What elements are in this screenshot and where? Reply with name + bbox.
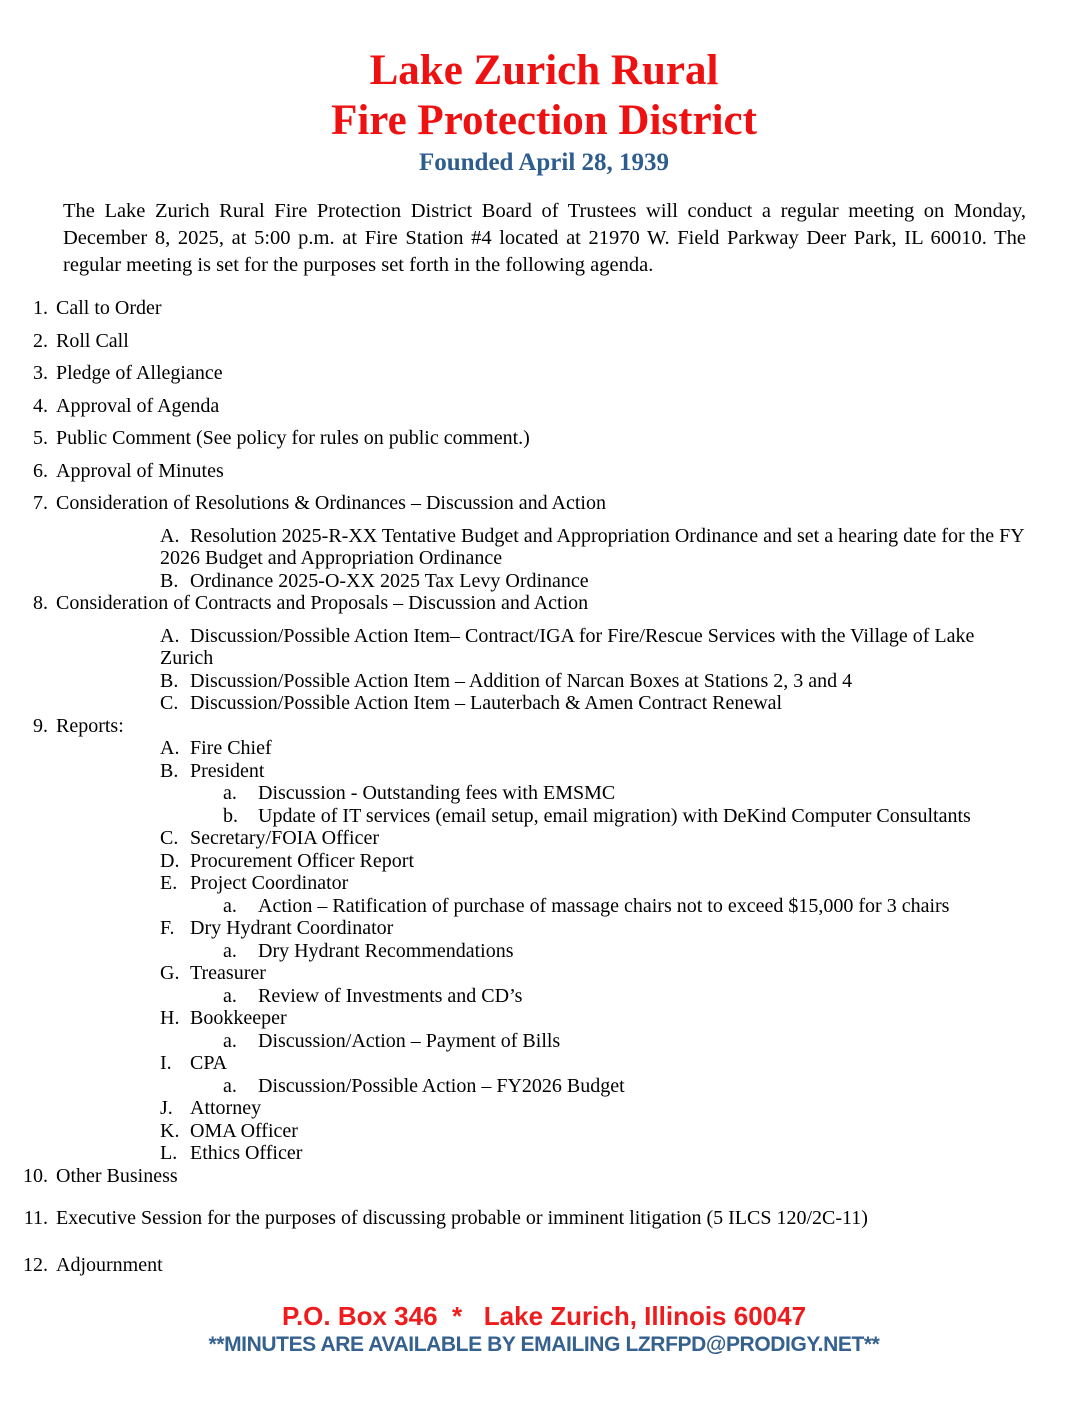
agenda-item-text: Pledge of Allegiance	[56, 362, 223, 384]
agenda-item-label: 6.	[33, 459, 48, 482]
agenda-item-11	[0, 1207, 1088, 1230]
agenda-item-label: G.	[160, 962, 180, 984]
agenda-item-label: 2.	[33, 329, 48, 352]
agenda-item-label: a.	[223, 939, 237, 962]
agenda-item-label: 8.	[33, 592, 48, 614]
agenda-item-text: Discussion/Possible Action Item – Lauterbach & Amen Contract Renewal	[190, 692, 783, 714]
agenda-item-text: Call to Order	[56, 297, 162, 319]
agenda-item-7	[0, 492, 1088, 515]
agenda-item-1	[0, 297, 1088, 320]
agenda-item-label: K.	[160, 1119, 180, 1142]
agenda-item-text: CPA	[190, 1052, 228, 1074]
agenda-item-a	[223, 782, 1030, 805]
agenda-item-label: B.	[160, 569, 179, 592]
agenda-item-text: Discussion/Possible Action – FY2026 Budget	[258, 1074, 625, 1097]
agenda-item-label: J.	[160, 1097, 173, 1119]
agenda-list	[0, 297, 1088, 1276]
agenda-item-text: Ordinance 2025-O-XX 2025 Tax Levy Ordinance	[190, 569, 589, 592]
agenda-item-text: OMA Officer	[190, 1119, 298, 1142]
agenda-item-label: 4.	[33, 394, 48, 417]
agenda-item-4	[0, 395, 1088, 418]
agenda-item-h	[160, 1007, 1030, 1030]
agenda-item-text: Review of Investments and CD’s	[258, 984, 523, 1007]
agenda-item-label: 11.	[23, 1207, 48, 1229]
agenda-item-b	[160, 760, 1030, 783]
agenda-item-c	[160, 692, 1030, 715]
agenda-item-c	[160, 827, 1030, 850]
agenda-item-label: C.	[160, 827, 179, 849]
agenda-item-text: Consideration of Resolutions & Ordinances – Discussion and Action	[56, 492, 606, 514]
page-title-line1: Lake Zurich Rural	[369, 47, 719, 94]
agenda-item-label: E.	[160, 872, 178, 894]
agenda-item-b	[160, 570, 1030, 593]
agenda-subitems	[160, 525, 1030, 593]
agenda-item-label: D.	[160, 849, 180, 872]
agenda-item-g	[160, 962, 1030, 985]
agenda-item-text: Update of IT services (email setup, email migration) with DeKind Computer Consultants	[258, 804, 971, 827]
agenda-subitems	[160, 625, 1030, 715]
agenda-subitems	[223, 985, 1030, 1008]
agenda-item-text: Approval of Agenda	[56, 394, 220, 417]
agenda-item-text: Discussion/Action – Payment of Bills	[258, 1029, 561, 1052]
document-footer	[0, 1300, 1088, 1358]
agenda-item-text: Dry Hydrant Recommendations	[258, 939, 514, 962]
agenda-item-10	[0, 1165, 1088, 1188]
agenda-item-label: 3.	[33, 362, 48, 384]
agenda-item-label: 9.	[33, 714, 48, 737]
agenda-item-12	[0, 1254, 1088, 1277]
agenda-item-a	[160, 737, 1030, 760]
agenda-item-label: 12.	[23, 1253, 48, 1276]
footer-address: P.O. Box 346 * Lake Zurich, Illinois 60047	[281, 1301, 807, 1331]
agenda-item-text: Discussion/Possible Action Item – Addition of Narcan Boxes at Stations 2, 3 and 4	[190, 669, 853, 692]
agenda-item-a	[223, 1075, 1030, 1098]
agenda-item-text: Fire Chief	[190, 737, 272, 759]
agenda-item-b	[223, 805, 1030, 828]
agenda-item-a	[223, 1030, 1030, 1053]
agenda-item-2	[0, 330, 1088, 353]
agenda-item-label: 10.	[23, 1164, 48, 1187]
agenda-item-label: A.	[160, 524, 180, 547]
agenda-item-a	[223, 895, 1030, 918]
agenda-item-d	[160, 850, 1030, 873]
agenda-item-l	[160, 1142, 1030, 1165]
agenda-item-label: a.	[223, 1029, 237, 1052]
agenda-item-label: 7.	[33, 492, 48, 514]
agenda-item-label: 1.	[33, 297, 48, 319]
agenda-item-label: A.	[160, 624, 180, 647]
agenda-item-8	[0, 592, 1088, 615]
agenda-item-text: Action – Ratification of purchase of massage chairs not to exceed $15,000 for 3 chairs	[258, 894, 950, 917]
page-title-line2: Fire Protection District	[331, 97, 757, 144]
agenda-item-a	[160, 625, 1030, 670]
agenda-item-3	[0, 362, 1088, 385]
agenda-item-label: a.	[223, 894, 237, 917]
agenda-item-label: H.	[160, 1007, 180, 1029]
agenda-item-e	[160, 872, 1030, 895]
agenda-item-i	[160, 1052, 1030, 1075]
agenda-subitems	[223, 782, 1030, 827]
agenda-item-label: b.	[223, 804, 238, 827]
agenda-item-a	[160, 525, 1030, 570]
agenda-subitems	[223, 940, 1030, 963]
document-header	[0, 46, 1088, 178]
agenda-item-f	[160, 917, 1030, 940]
agenda-item-label: a.	[223, 984, 237, 1007]
agenda-item-text: Other Business	[56, 1164, 178, 1187]
agenda-subitems	[223, 1030, 1030, 1053]
agenda-item-text: Project Coordinator	[190, 872, 349, 894]
agenda-item-5	[0, 427, 1088, 450]
agenda-item-label: C.	[160, 692, 179, 714]
agenda-item-label: A.	[160, 737, 180, 759]
agenda-item-a	[223, 985, 1030, 1008]
agenda-item-6	[0, 460, 1088, 483]
agenda-item-text: President	[190, 759, 265, 782]
agenda-item-text: Approval of Minutes	[56, 459, 224, 482]
founded-subtitle: Founded April 28, 1939	[418, 149, 670, 176]
agenda-item-text: Executive Session for the purposes of discussing probable or imminent litigation (5 ILCS 120/2C-11)	[56, 1207, 868, 1229]
agenda-subitems	[223, 1075, 1030, 1098]
agenda-item-label: L.	[160, 1142, 178, 1164]
footer-minutes-note: **MINUTES ARE AVAILABLE BY EMAILING LZRFPD@PRODIGY.NET**	[208, 1333, 880, 1356]
agenda-item-text: Adjournment	[56, 1253, 163, 1276]
agenda-item-text: Consideration of Contracts and Proposals – Discussion and Action	[56, 592, 589, 614]
agenda-item-text: Procurement Officer Report	[190, 849, 414, 872]
agenda-item-text: Discussion/Possible Action Item– Contract/IGA for Fire/Rescue Services with the Village of Lake Zurich	[160, 624, 975, 669]
agenda-subitems	[223, 895, 1030, 918]
agenda-item-text: Resolution 2025-R-XX Tentative Budget and Appropriation Ordinance and set a hearing date for the FY 2026 Budget and Appropriation Ordinance	[160, 524, 1024, 569]
agenda-item-k	[160, 1120, 1030, 1143]
agenda-item-text: Ethics Officer	[190, 1142, 303, 1164]
agenda-item-label: B.	[160, 669, 179, 692]
agenda-item-label: I.	[160, 1052, 172, 1074]
agenda-item-text: Attorney	[190, 1097, 262, 1119]
agenda-item-text: Treasurer	[190, 962, 266, 984]
agenda-item-text: Dry Hydrant Coordinator	[190, 917, 394, 939]
agenda-item-label: F.	[160, 917, 175, 939]
intro-paragraph: The Lake Zurich Rural Fire Protection District Board of Trustees will conduct a regular meeting on Monday, December 8, 2025, at 5:00 p.m. at Fire Station #4 located at 21970 W. Field Parkway Deer Park, IL 60010. The regular meeting is set for the purposes set forth in the following agenda.	[63, 200, 1026, 276]
agenda-item-text: Secretary/FOIA Officer	[190, 827, 380, 849]
agenda-item-9	[0, 715, 1088, 738]
agenda-subitems	[160, 737, 1030, 1165]
agenda-item-text: Roll Call	[56, 329, 129, 352]
agenda-item-label: 5.	[33, 427, 48, 449]
agenda-item-b	[160, 670, 1030, 693]
agenda-item-j	[160, 1097, 1030, 1120]
agenda-item-label: a.	[223, 1074, 237, 1097]
agenda-item-text: Reports:	[56, 714, 124, 737]
agenda-item-a	[223, 940, 1030, 963]
agenda-item-text: Public Comment (See policy for rules on public comment.)	[56, 427, 530, 449]
agenda-item-label: a.	[223, 782, 237, 804]
agenda-item-text: Bookkeeper	[190, 1007, 287, 1029]
agenda-item-label: B.	[160, 759, 179, 782]
agenda-item-text: Discussion - Outstanding fees with EMSMC	[258, 782, 616, 804]
